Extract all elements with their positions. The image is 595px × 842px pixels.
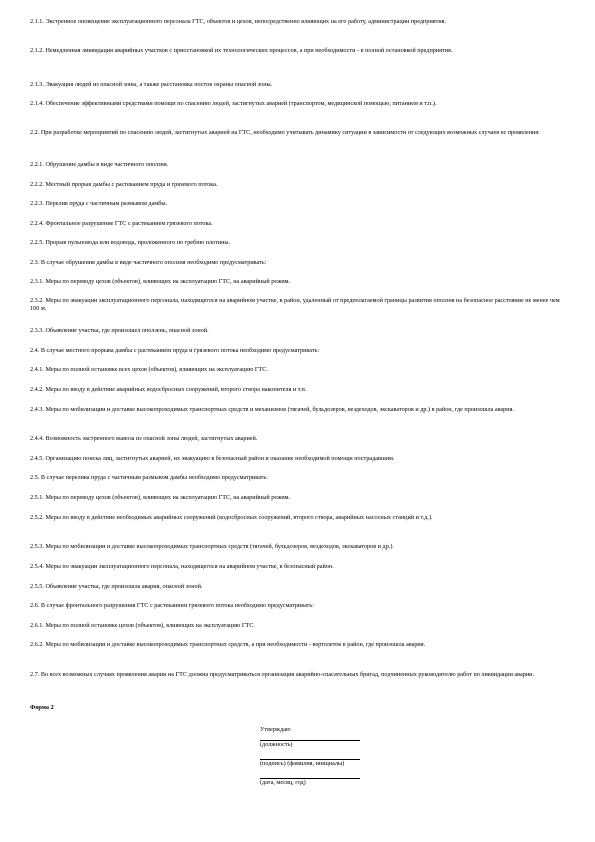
paragraph-2-1-1: 2.1.1. Экстренное оповещение эксплуатационного персонала ГТС, объектов и цехов, непосредственно влияющих на его работу, администрации предприятия. [30,18,447,25]
date-caption: (дата, месяц, год) [260,779,306,786]
paragraph-2-1-4: 2.1.4. Обеспечение эффективными средствами помощи по спасению людей, застигнутых аварией (транспортом, медицинской помощью, питанием и т.п.). [30,100,437,107]
signature-caption: (подпись) (фамилия, инициалы) [260,760,345,767]
paragraph-2-2: 2.2. При разработке мероприятий по спасению людей, застигнутых аварией на ГТС, необходимо учитывать динамику ситуации в зависимости от следующих возможных случаев ее проявления: [30,129,540,136]
paragraph-2-2-4: 2.2.4. Фронтальное разрушение ГТС с растеканием грязевого потока. [30,220,213,227]
paragraph-2-3-1: 2.3.1. Меры по переводу цехов (объектов), влияющих на эксплуатацию ГТС, на аварийный режим. [30,278,291,285]
form-label: Форма 2 [30,704,54,711]
paragraph-2-3: 2.3. В случае обрушения дамбы в виде частичного оползня необходимо предусматривать: [30,259,267,266]
signature-line [260,758,400,768]
paragraph-2-4-5: 2.4.5. Организацию поиска лиц, застигнутых аварией, их эвакуацию в безопасный район и оказание необходимой помощи пострадавшим. [30,455,395,462]
paragraph-2-1-2: 2.1.2. Немедленная ликвидация аварийных участков с приостановкой их технологических процессов, а при необходимости - в полной остановкой предприятия. [30,47,453,54]
paragraph-2-2-3: 2.2.3. Перелив пруда с частичным размывом дамбы. [30,200,168,207]
paragraph-2-5-3: 2.5.3. Меры по мобилизации и доставке высокопроходимых транспортных средств (тягачей, бульдозеров, вездеходов, экскаваторов и др.). [30,543,394,550]
paragraph-2-2-5: 2.2.5. Прорыв пульповода или водовода, проложенного по гребню плотины. [30,239,231,246]
paragraph-2-4: 2.4. В случае местного прорыва дамбы с растеканием пруда и грязевого потока необходимо предусматривать: [30,347,320,354]
approval-block [260,726,400,734]
paragraph-2-2-1: 2.2.1. Обрушение дамбы в виде частичного оползня. [30,161,169,168]
paragraph-2-4-2: 2.4.2. Меры по вводу в действие аварийных водосбросных сооружений, второго створа накопителя и т.п. [30,386,307,393]
paragraph-2-3-2: 2.3.2. Меры по эвакуации эксплуатационного персонала, находящегося на аварийном участке, в район, удаленный от предполагаемой границы развития оползня на безопасное расстояние не менее чем 100 м. [30,297,560,312]
paragraph-2-6-1: 2.6.1. Меры по полной остановке цехов (объектов), влияющих на эксплуатацию ГТС. [30,622,255,629]
paragraph-2-3-3: 2.3.3. Объявление участка, где произошел оползень, опасной зоной. [30,327,209,334]
paragraph-2-5: 2.5. В случае перелива пруда с частичным размывом дамбы необходимо предусматривать: [30,474,268,481]
position-line [260,739,400,749]
paragraph-2-4-3: 2.4.3. Меры по мобилизации и доставке высокопроходимых транспортных средств и механизмов (тягачей, бульдозеров, вездеходов, экскаваторов и др.) в район, где произошла авария. [30,406,514,413]
paragraph-2-6: 2.6. В случае фронтального разрушения ГТС с растеканием грязевого потока необходимо предусматривать: [30,602,314,609]
paragraph-2-4-1: 2.4.1. Меры по полной остановке всех цехов (объектов), влияющих на эксплуатацию ГТС. [30,366,268,373]
paragraph-2-5-4: 2.5.4. Меры по эвакуации эксплуатационного персонала, находящегося на аварийном участке, в безопасный район. [30,563,334,570]
approval-title: Утверждаю [260,726,291,733]
paragraph-2-5-5: 2.5.5. Объявление участка, где произошла авария, опасной зоной. [30,583,203,590]
paragraph-2-2-2: 2.2.2. Местный прорыв дамбы с растеканием пруда и грязевого потока. [30,181,218,188]
paragraph-2-1-3: 2.1.3. Эвакуация людей из опасной зоны, а также расстановка постов охраны опасной зоны. [30,81,273,88]
paragraph-2-6-2: 2.6.2. Меры по мобилизации и доставке высокопроходимых транспортных средств, а при необходимости - вертолетов в район, где произошла авария. [30,641,426,648]
paragraph-2-7: 2.7. Во всех возможных случаях проявления аварии на ГТС должна предусматриваться организация аварийно-спасательных бригад, подчиненных руководителю работ по ликвидации аварии. [30,671,535,678]
paragraph-2-5-1: 2.5.1. Меры по переводу цехов (объектов), влияющих на эксплуатацию ГТС, на аварийный режим. [30,494,291,501]
position-caption: (должность) [260,741,293,748]
paragraph-2-5-2: 2.5.2. Меры по вводу в действие необходимых аварийных сооружений (водосбросных сооружений, второго створа, аварийных насосных станций и т.д.). [30,514,433,521]
paragraph-2-4-4: 2.4.4. Возможность экстренного вывоза из опасной зоны людей, застигнутых аварией. [30,435,258,442]
date-line [260,777,400,787]
